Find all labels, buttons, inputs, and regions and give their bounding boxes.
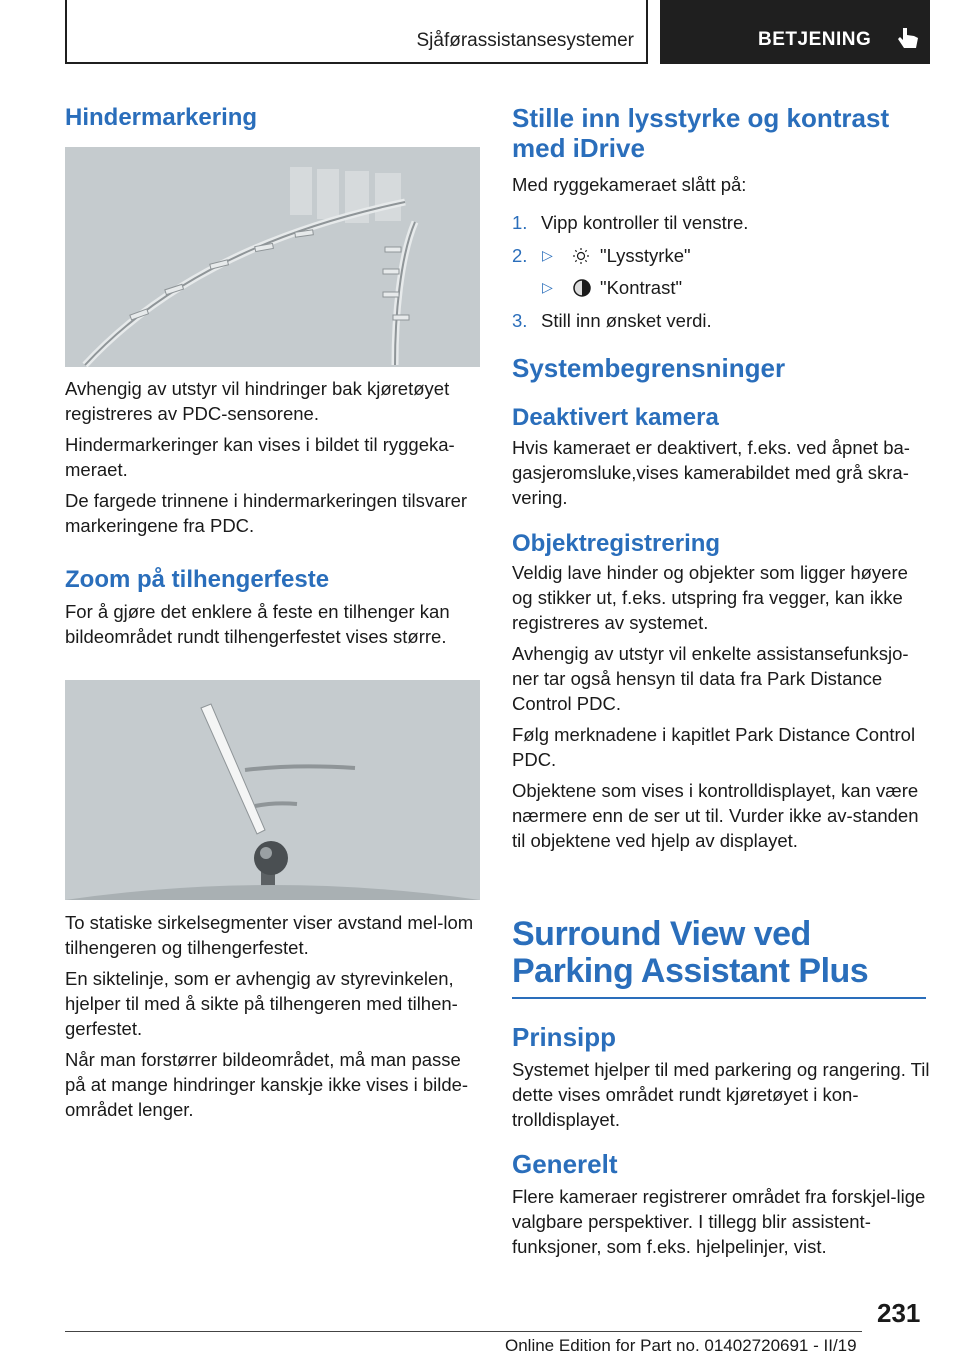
arrow-right-icon: ▷ bbox=[542, 279, 553, 295]
paragraph: Hvis kameraet er deaktivert, f.eks. ved åpnet ba-gasjeromsluke,vises kamerabildet med grå skra-vering. bbox=[512, 436, 910, 508]
brightness-icon bbox=[572, 247, 590, 265]
hand-pointer-icon bbox=[896, 26, 920, 52]
heading-brightness-contrast: Stille inn lysstyrke og kontrast med iDrive bbox=[512, 103, 890, 163]
heading-deaktivert-kamera: Deaktivert kamera bbox=[512, 403, 719, 431]
heading-surround-view: Surround View ved Parking Assistant Plus bbox=[512, 915, 869, 990]
paragraph: Flere kameraer registrerer området fra forskjel-lige valgbare perspektiver. I tillegg blir assistent-funksjoner, som f.eks. hjelpelinjer, vist. bbox=[512, 1186, 926, 1258]
paragraph: Objektene som vises i kontrolldisplayet, kan være nærmere enn de ser ut til. Vurder ikke av-standen til objektene ved hjelp av displayet. bbox=[512, 780, 919, 852]
page-number: 231 bbox=[877, 1298, 921, 1328]
left-text-block-2 bbox=[65, 910, 483, 1122]
heading-hindermarkering: Hindermarkering bbox=[65, 104, 258, 131]
paragraph: Hindermarkeringer kan vises i bildet til ryggeka-meraet. bbox=[65, 434, 455, 480]
heading-underline bbox=[512, 997, 926, 999]
heading-generelt: Generelt bbox=[512, 1149, 618, 1180]
heading-zoom: Zoom på tilhengerfeste bbox=[65, 566, 330, 593]
contrast-icon bbox=[572, 278, 592, 298]
paragraph: En siktelinje, som er avhengig av styrevinkelen, hjelper til med å sikte på tilhengeren med tilhen-gerfestet. bbox=[65, 968, 458, 1039]
header-chapter-title: BETJENING bbox=[758, 29, 872, 50]
paragraph: De fargede trinnene i hindermarkeringen tilsvarer markeringene fra PDC. bbox=[65, 490, 468, 536]
heading-prinsipp: Prinsipp bbox=[512, 1022, 617, 1053]
right-column-limits bbox=[512, 354, 930, 853]
footer-divider bbox=[65, 1331, 862, 1332]
paragraph: To statiske sirkelsegmenter viser avstand mel-lom tilhengeren og tilhengerfestet. bbox=[65, 912, 474, 958]
footer-edition: Online Edition for Part no. 01402720691 - II/19 bbox=[505, 1336, 857, 1355]
paragraph: For å gjøre det enklere å feste en tilhenger kan bildeområdet rundt tilhengerfestet vises større. bbox=[65, 600, 450, 647]
obstacle-marking-illustration bbox=[65, 147, 480, 367]
paragraph: Systemet hjelper til med parkering og rangering. Til dette vises området rundt kjøretøyet i kon-trolldisplayet. bbox=[512, 1059, 930, 1131]
header-section-box bbox=[65, 0, 648, 64]
paragraph: Avhengig av utstyr vil enkelte assistansefunksjo-ner tar også hensyn til data fra Park Distance Control PDC. bbox=[512, 643, 909, 715]
steps-list: 1. Vipp kontroller til venstre. 2. ▷ "Lysstyrke" ▷ "Kontrast" 3. Still inn ønsket verdi. bbox=[512, 212, 749, 331]
paragraph: Følg merknadene i kapitlet Park Distance Control PDC. bbox=[512, 724, 916, 771]
paragraph: Når man forstørrer bildeområdet, må man passe på at mange hindringer kanskje ikke vises i bilde-området lenger. bbox=[65, 1049, 469, 1120]
header-section-title: Sjåførassistansesystemer bbox=[416, 30, 634, 51]
trailer-hitch-zoom-illustration bbox=[65, 680, 480, 900]
arrow-right-icon: ▷ bbox=[542, 247, 553, 263]
right-column-surround bbox=[512, 916, 930, 1259]
left-column bbox=[65, 104, 483, 133]
heading-objektregistrering: Objektregistrering bbox=[512, 529, 721, 557]
paragraph: Med ryggekameraet slått på: bbox=[512, 173, 747, 195]
header-chapter-box bbox=[660, 0, 930, 64]
left-text-block-1 bbox=[65, 376, 483, 649]
paragraph: Veldig lave hinder og objekter som ligger høyere og stikker ut, f.eks. utspring fra vegger, kan ikke registreres av systemet. bbox=[512, 562, 908, 634]
right-column-top bbox=[512, 104, 930, 197]
heading-systembegrensninger: Systembegrensninger bbox=[512, 353, 786, 383]
paragraph: Avhengig av utstyr vil hindringer bak kjøretøyet registreres av PDC-sensorene. bbox=[65, 378, 450, 424]
